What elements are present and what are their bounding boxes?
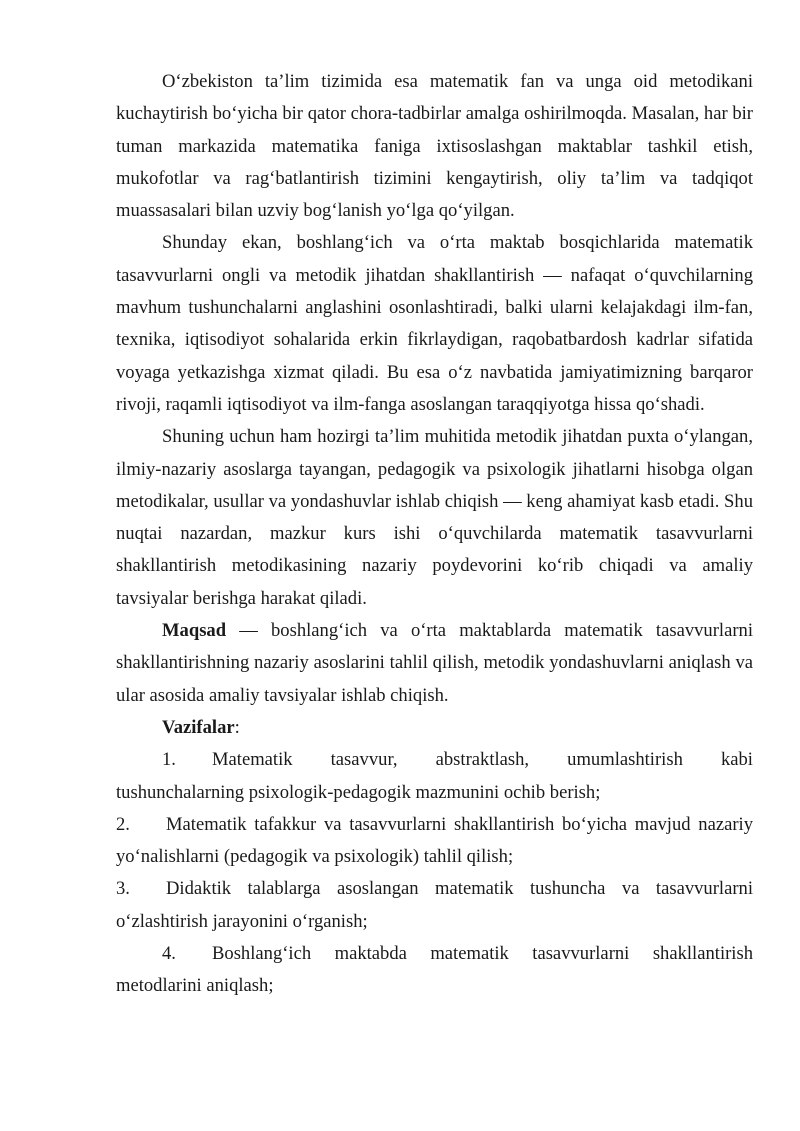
task-2-number: 2. bbox=[116, 813, 130, 835]
paragraph-3: Shuning uchun ham hozirgi ta’lim muhitida metodik jihatdan puxta o‘ylangan, ilmiy-nazariy asoslarga tayangan, pedagogik va psixologik jihatlarni hisobga olgan metodikalar, usullar va yondashuvlar ishlab chiqish — keng ahamiyat kasb etadi. Shu nuqtai nazardan, mazkur kurs ishi o‘quvchilarda matematik tasavvurlarni shakllantirish metodikasining nazariy poydevorini ko‘rib chiqadi va amaliy tavsiyalar berishga harakat qiladi. bbox=[116, 426, 753, 609]
goal-label: Maqsad bbox=[162, 620, 227, 642]
task-1-number: 1. bbox=[162, 749, 176, 771]
task-2-text: Matematik tafakkur va tasavvurlarni shakllantirish bo‘yicha mavjud nazariy yo‘nalishlarni (pedagogik va psixologik) tahlil qilish; bbox=[116, 813, 753, 868]
tasks-heading-suffix: : bbox=[234, 716, 240, 738]
task-4-word: shakllantirish bbox=[652, 943, 753, 965]
paragraph-1: O‘zbekiston ta’lim tizimida esa matematik fan va unga oid metodikani kuchaytirish bo‘yicha bir qator chora-tadbirlar amalga oshirilmoqda. Masalan, har bir tuman markazida matematika faniga ixtisoslashgan maktablar tashkil etish, mukofotlar va rag‘batlantirish tizimini kengaytirish, oliy ta’lim va tadqiqot muassasalari bilan uzviy bog‘lanish yo‘lga qo‘yilgan. bbox=[116, 71, 753, 222]
tasks-heading-label: Vazifalar bbox=[162, 716, 235, 738]
task-item-4 bbox=[116, 938, 753, 1003]
goal-paragraph bbox=[116, 615, 753, 712]
task-1-continuation: tushunchalarning psixologik-pedagogik mazmunini ochib berish; bbox=[116, 781, 601, 803]
task-4-continuation: metodlarini aniqlash; bbox=[116, 975, 274, 997]
goal-text: — boshlang‘ich va o‘rta maktablarda matematik tasavvurlarni shakllantirishning nazariy asoslarini tahlil qilish, metodik yondashuvlarni aniqlash va ular asosida amaliy tavsiyalar ishlab chiqish. bbox=[116, 620, 753, 706]
task-1-words bbox=[212, 744, 753, 776]
tasks-heading bbox=[116, 712, 753, 744]
task-4-words bbox=[212, 938, 753, 970]
task-3-text: Didaktik talablarga asoslangan matematik tushuncha va tasavvurlarni o‘zlashtirish jarayonini o‘rganish; bbox=[116, 878, 753, 932]
task-1-word: abstraktlash, bbox=[435, 749, 530, 771]
paragraph-2: Shunday ekan, boshlang‘ich va o‘rta maktab bosqichlarida matematik tasavvurlarni ongli va metodik jihatdan shakllantirish — nafaqat o‘quvchilarning mavhum tushunchalarni anglashini osonlashtiradi, balki ularni kelajakdagi ilm-fan, texnika, iqtisodiyot sohalarida erkin fikrlaydigan, raqobatbardosh kadrlar sifatida voyaga yetkazishga xizmat qiladi. Bu esa o‘z navbatida jamiyatimizning barqaror rivoji, raqamli iqtisodiyot va ilm-fanga asoslangan taraqqiyotga hissa qo‘shadi. bbox=[116, 232, 753, 415]
task-item-2 bbox=[116, 809, 753, 874]
task-1-word: umumlashtirish bbox=[567, 749, 683, 771]
task-1-word: Matematik bbox=[212, 749, 293, 771]
task-1-word: tasavvur, bbox=[330, 749, 398, 771]
task-4-number: 4. bbox=[162, 943, 176, 965]
task-1-first-line bbox=[116, 744, 753, 776]
task-item-3 bbox=[116, 873, 753, 938]
task-1-word: kabi bbox=[720, 749, 753, 771]
task-3-number: 3. bbox=[116, 878, 130, 900]
task-4-word: Boshlang‘ich bbox=[212, 943, 312, 965]
document-page bbox=[116, 66, 753, 1003]
task-4-word: maktabda bbox=[334, 943, 407, 965]
task-4-first-line bbox=[116, 938, 753, 970]
task-4-word: tasavvurlarni bbox=[532, 943, 630, 965]
task-4-word: matematik bbox=[430, 943, 509, 965]
task-item-1 bbox=[116, 744, 753, 809]
